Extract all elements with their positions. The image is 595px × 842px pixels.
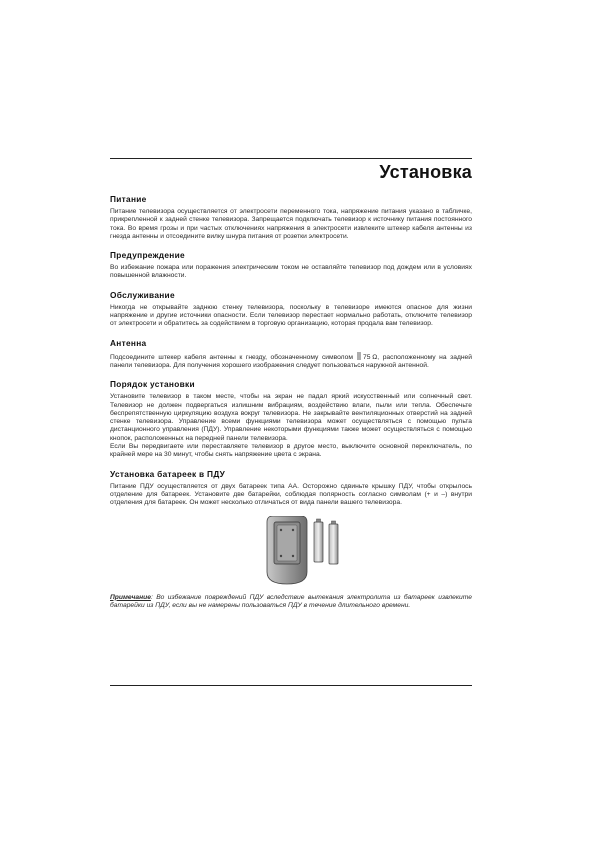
section-warning	[110, 250, 472, 281]
note-body: : Во избежание повреждений ПДУ вследствие вытекания электролита из батареек извлеките батарейки из ПДУ, если вы не намерены пользоваться ПДУ в течение длительного времени.	[110, 593, 472, 609]
section-text: Питание телевизора осуществляется от электросети переменного тока, напряжение питания указано в табличке, прикрепленной к задней стенке телевизора. Запрещается подключать телевизор к источнику питания постоянного тока. Во время грозы и при частых отключениях напряжения в электросети извлеките штекер кабеля антенны из гнезда антенны и отсоедините вилку шнура питания от розетки электросети.	[110, 208, 472, 240]
section-heading: Установка батареек в ПДУ	[110, 468, 226, 479]
section-text: Никогда не открывайте заднюю стенку телевизора, поскольку в телевизоре имеются опасное для жизни напряжение и другие источники опасности. Если телевизор перестает нормально работать, отключите телевизор от электросети и обратитесь за содействием в торговую организацию, которая продала вам телевизор.	[110, 303, 472, 328]
section-text: Установите телевизор в таком месте, чтобы на экран не падал яркий искусственный или солнечный свет. Телевизор не должен подвергаться излишним вибрациям, воздействию влаги, пыли или тепла. Обеспечьте беспрепятственную циркуляцию воздуха вокруг телевизора. Не закрывайте вентиляционных отверстий на задней стенке телевизора. Управление всеми функциями телевизора может осуществляться с помощью пульта дистанционного управления (ПДУ). Управление некоторыми функциями также может осуществляться с помощью кнопок, расположенных на передней панели телевизора.	[110, 393, 472, 442]
section-text: Во избежание пожара или поражения электрическим током не оставляйте телевизор под дождем или в условиях повышенной влажности.	[110, 264, 472, 280]
section-installation	[110, 379, 472, 459]
section-antenna	[110, 338, 472, 371]
section-heading: Порядок установки	[110, 379, 195, 390]
document-body	[110, 194, 472, 610]
section-heading: Обслуживание	[110, 289, 175, 300]
remote-control-illustration	[265, 516, 345, 586]
remote-battery-figure	[110, 516, 472, 586]
section-heading: Антенна	[110, 337, 147, 348]
footer-rule	[110, 685, 472, 686]
note-label: Примечание	[110, 593, 151, 601]
section-text: Питание ПДУ осуществляется от двух батареек типа АА. Осторожно сдвиньте крышку ПДУ, чтобы открылось отделение для батареек. Установите две батарейки, соблюдая полярность согласно символам (+ и –) внутри отделения для батареек. Он может несколько отличаться от вида панели вашего телевизора.	[110, 482, 472, 507]
section-service	[110, 290, 472, 329]
section-heading: Питание	[110, 194, 147, 204]
antenna-text-after: , расположенному на задней панели телевизора. Для получения хорошего изображения следует пользоваться наружной антенной.	[110, 353, 472, 369]
section-text	[110, 352, 472, 371]
section-text-2: Если Вы передвигаете или переставляете телевизор в другое место, выключите основной переключатель, по крайней мере на 30 минут, чтобы снять напряжение цвета с экрана.	[110, 443, 472, 459]
note-text	[110, 594, 472, 611]
antenna-symbol-label: 75 Ω	[362, 353, 378, 361]
section-heading: Предупреждение	[110, 250, 185, 261]
antenna-symbol-icon	[357, 352, 377, 362]
page-title: Установка	[379, 162, 472, 182]
section-batteries	[110, 469, 472, 508]
title-rule-top	[110, 158, 472, 159]
section-power	[110, 194, 472, 241]
antenna-text-before: Подсоедините штекер кабеля антенны к гнезду, обозначенному символом	[110, 353, 353, 361]
